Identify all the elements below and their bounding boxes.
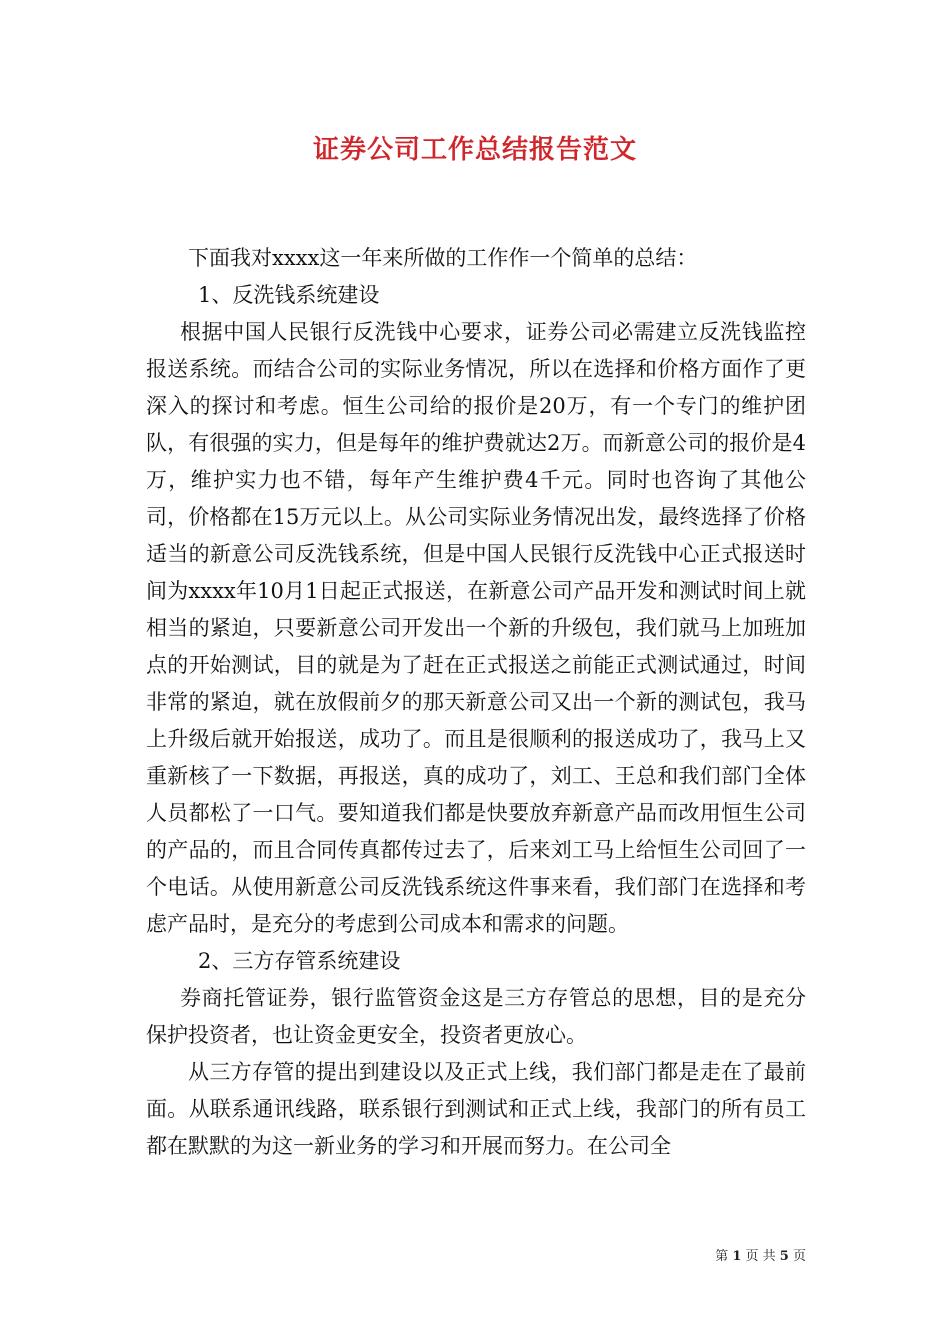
section-2-heading: 2、三方存管系统建设 — [198, 949, 401, 973]
footer-current-page: 1 — [732, 1249, 742, 1264]
footer-middle: 页 共 — [745, 1249, 776, 1264]
section-2-paragraph-1: 券商托管证券，银行监管资金这是三方存管总的思想，目的是充分保护投资者，也让资金更安全，投资者更放心。 — [146, 986, 806, 1047]
document-title: 证券公司工作总结报告范文 — [312, 135, 637, 165]
section-1-heading: 1、反洗钱系统建设 — [198, 283, 380, 307]
footer-total-pages: 5 — [779, 1249, 789, 1264]
section-1-paragraph: 根据中国人民银行反洗钱中心要求，证券公司必需建立反洗钱监控报送系统。而结合公司的实际业务情况，所以在选择和价格方面作了更深入的探讨和考虑。恒生公司给的报价是20万，有一个专门的维护团队，有很强的实力，但是每年的维护费就达2万。而新意公司的报价是4万，维护实力也不错，每年产生维护费4千元。同时也咨询了其他公司，价格都在15万元以上。从公司实际业务情况出发，最终选择了价格适当的新意公司反洗钱系统，但是中国人民银行反洗钱中心正式报送时间为xxxx年10月1日起正式报送，在新意公司产品开发和测试时间上就相当的紧迫，只要新意公司开发出一个新的升级包，我们就马上加班加点的开始测试，目的就是为了赶在正式报送之前能正式测试通过，时间非常的紧迫，就在放假前夕的那天新意公司又出一个新的测试包，我马上升级后就开始报送，成功了。而且是很顺利的报送成功了，我马上又重新核了一下数据，再报送，真的成功了，刘工、王总和我们部门全体人员都松了一口气。要知道我们都是快要放弃新意产品而改用恒生公司的产品的，而且合同传真都传过去了，后来刘工马上给恒生公司回了一个电话。从使用新意公司反洗钱系统这件事来看，我们部门在选择和考虑产品时，是充分的考虑到公司成本和需求的问题。 — [146, 320, 806, 936]
page-footer — [660, 1248, 806, 1266]
intro-paragraph: 下面我对xxxx这一年来所做的工作作一个简单的总结： — [188, 246, 698, 270]
document-body — [146, 240, 806, 1165]
section-2-paragraph-2: 从三方存管的提出到建设以及正式上线，我们部门都是走在了最前面。从联系通讯线路，联系银行到测试和正式上线，我部门的所有员工都在默默的为这一新业务的学习和开展而努力。在公司全 — [146, 1060, 806, 1158]
footer-suffix: 页 — [792, 1249, 806, 1264]
footer-prefix: 第 — [715, 1249, 729, 1264]
